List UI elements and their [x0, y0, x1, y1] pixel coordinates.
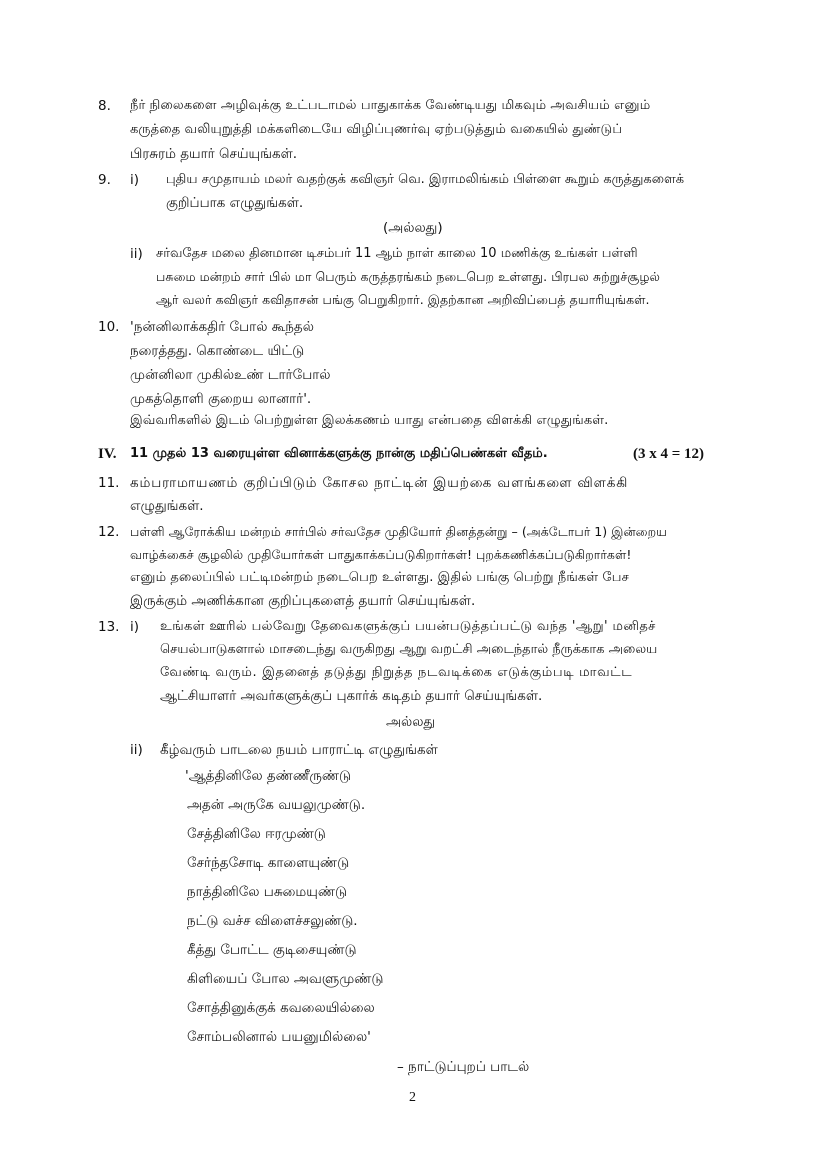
q8-line-2: கருத்தை வலியுறுத்தி மக்களிடையே விழிப்புணர்வு ஏற்படுத்தும் வகையில் துண்டுப்: [130, 122, 623, 137]
q13-ii-intro: கீழ்வரும் பாடலை நயம் பாராட்டி எழுதுங்கள்: [160, 742, 438, 758]
q12-line-4: இருக்கும் அணிக்கான குறிப்புகளைத் தயார் செய்யுங்கள்.: [130, 593, 476, 609]
poem-line-8: கிளியைப் போல அவளுமுண்டு: [187, 971, 384, 987]
q13-i-label: i): [130, 619, 140, 635]
q13-or-divider: அல்லது: [386, 714, 436, 730]
q13-i-line-3: வேண்டி வரும். இதனைத் தடுத்து நிறுத்த நடவடிக்கை எடுக்கும்படி மாவட்ட: [160, 665, 633, 680]
q9-i-line-2: குறிப்பாக எழுதுங்கள்.: [166, 195, 304, 211]
q13-number: 13.: [98, 619, 120, 635]
q12-line-1: பள்ளி ஆரோக்கிய மன்றம் சார்பில் சர்வதேச முதியோர் தினத்தன்று – (அக்டோபர் 1) இன்றைய: [130, 524, 667, 539]
section-iv-roman: IV.: [98, 446, 117, 462]
q9-or-divider: (அல்லது): [383, 220, 443, 236]
q10-verse-line-3: முன்னிலா முகில்உண் டார்போல்: [130, 367, 331, 383]
q8-number: 8.: [98, 98, 111, 114]
section-iv-marks: (3 x 4 = 12): [633, 446, 705, 462]
q9-ii-line-2: பசுமை மன்றம் சார் பில் மா பெரும் கருத்தரங்கம் நடைபெற உள்ளது. பிரபல சுற்றுச்சூழல்: [156, 269, 660, 284]
q11-number: 11.: [98, 475, 120, 491]
q8-line-1: நீர் நிலைகளை அழிவுக்கு உட்படாமல் பாதுகாக்க வேண்டியது மிகவும் அவசியம் எனும்: [130, 98, 651, 113]
poem-line-3: சேத்தினிலே ஈரமுண்டு: [187, 826, 326, 842]
q13-i-line-1: உங்கள் ஊரில் பல்வேறு தேவைகளுக்குப் பயன்படுத்தப்பட்டு வந்த 'ஆறு' மனிதச்: [160, 619, 656, 634]
q9-ii-line-3: ஆர் வலர் கவிஞர் கவிதாசன் பங்கு பெறுகிறார். இதற்கான அறிவிப்பைத் தயாரியுங்கள்.: [156, 292, 650, 307]
poem-line-7: கீத்து போட்ட குடிசையுண்டு: [187, 942, 357, 958]
q10-number: 10.: [98, 319, 120, 335]
q10-verse-line-1: 'நன்னிலாக்கதிர் போல் கூந்தல்: [130, 319, 314, 335]
q10-question: இவ்வரிகளில் இடம் பெற்றுள்ள இலக்கணம் யாது என்பதை விளக்கி எழுதுங்கள்.: [130, 413, 609, 428]
q8-line-3: பிரசுரம் தயார் செய்யுங்கள்.: [130, 146, 298, 162]
q13-ii-label: ii): [130, 742, 143, 758]
poem-line-2: அதன் அருகே வயலுமுண்டு.: [187, 797, 366, 813]
section-iv-heading: 11 முதல் 13 வரையுள்ள வினாக்களுக்கு நான்கு மதிப்பெண்கள் வீதம்.: [130, 446, 548, 461]
q9-i-label: i): [130, 172, 140, 188]
poem-attribution: – நாட்டுப்புறப் பாடல்: [397, 1059, 530, 1075]
poem-line-1: 'ஆத்தினிலே தண்ணீருண்டு: [185, 768, 352, 784]
q11-line-2: எழுதுங்கள்.: [130, 498, 204, 514]
q13-i-line-2: செயல்பாடுகளால் மாசடைந்து வருகிறது ஆறு வறட்சி அடைந்தால் நீருக்காக அலைய: [160, 642, 658, 657]
page-number: 2: [409, 1090, 416, 1105]
poem-line-5: நாத்தினிலே பசுமையுண்டு: [187, 884, 348, 900]
q12-number: 12.: [98, 524, 120, 540]
poem-line-10: சோம்பலினால் பயனுமில்லை': [187, 1029, 371, 1045]
poem-line-4: சேர்ந்தசோடி காளையுண்டு: [187, 855, 350, 871]
q11-line-1: கம்பராமாயணம் குறிப்பிடும் கோசல நாட்டின் இயற்கை வளங்களை விளக்கி: [130, 475, 629, 491]
q9-number: 9.: [98, 172, 111, 188]
poem-line-6: நட்டு வச்ச விளைச்சலுண்டு.: [187, 913, 358, 929]
q9-ii-label: ii): [130, 246, 143, 262]
q10-verse-line-2: நரைத்தது. கொண்டை யிட்டு: [130, 343, 305, 359]
q12-line-3: எனும் தலைப்பில் பட்டிமன்றம் நடைபெற உள்ளது. இதில் பங்கு பெற்று நீங்கள் பேச: [130, 570, 629, 585]
poem-line-9: சோத்தினுக்குக் கவலையில்லை: [187, 1000, 375, 1016]
q9-ii-line-1: சர்வதேச மலை தினமான டிசம்பர் 11 ஆம் நாள் காலை 10 மணிக்கு உங்கள் பள்ளி: [156, 246, 638, 261]
q13-i-line-4: ஆட்சியாளர் அவர்களுக்குப் புகார்க் கடிதம் தயார் செய்யுங்கள்.: [160, 688, 543, 704]
q10-verse-line-4: முகத்தொளி குறைய லானார்'.: [130, 391, 312, 407]
q12-line-2: வாழ்க்கைச் சூழலில் முதியோர்கள் பாதுகாக்கப்படுகிறார்கள்! புறக்கணிக்கப்படுகிறார்கள்!: [130, 547, 632, 562]
q9-i-line-1: புதிய சமுதாயம் மலர் வதற்குக் கவிஞர் வெ. இராமலிங்கம் பிள்ளை கூறும் கருத்துகளைக்: [166, 172, 685, 187]
